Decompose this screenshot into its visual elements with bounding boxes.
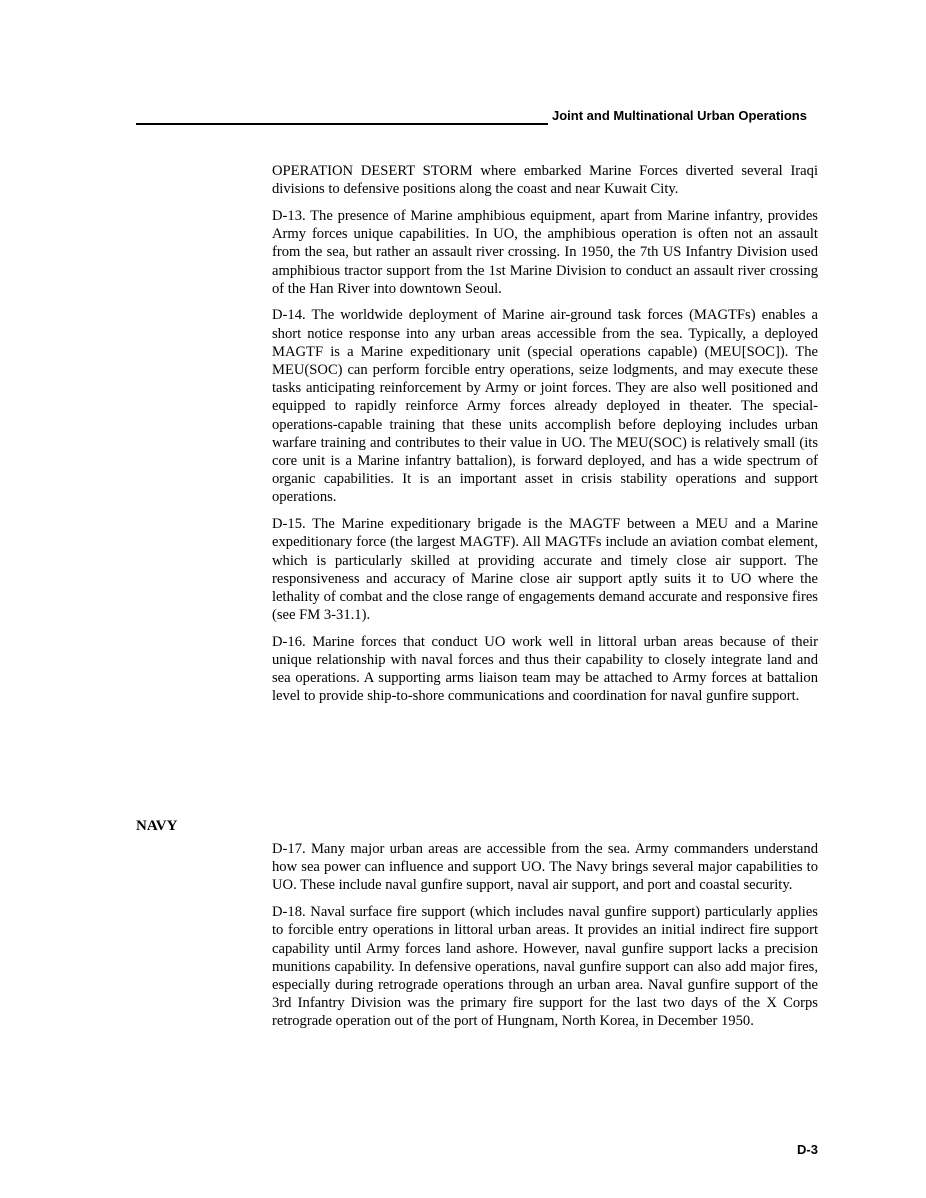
page-number: D-3 [797,1142,818,1157]
running-header-title: Joint and Multinational Urban Operations [552,108,807,123]
paragraph-d-17: D-17. Many major urban areas are accessible from the sea. Army commanders understand how sea power can influence and support UO. The Navy brings several major capabilities to UO. These include naval gunfire support, naval air support, and port and coastal security. [272,841,818,894]
header-rule [136,123,548,125]
section-heading-navy: NAVY [136,818,178,834]
paragraph-desert-storm: OPERATION DESERT STORM where embarked Marine Forces diverted several Iraqi divisions to defensive positions along the coast and near Kuwait City. [272,163,818,198]
paragraph-d-15: D-15. The Marine expeditionary brigade is the MAGTF between a MEU and a Marine expeditionary force (the largest MAGTF). All MAGTFs include an aviation combat element, which is particularly skilled at providing accurate and timely close air support. The responsiveness and accuracy of Marine close air support aptly suits it to UO where the lethality of combat and the close range of engagements demand accurate and responsive fires (see FM 3-31.1). [272,516,818,624]
paragraph-d-13: D-13. The presence of Marine amphibious equipment, apart from Marine infantry, provides Army forces unique capabilities. In UO, the amphibious operation is often not an assault from the sea, but rather an assault river crossing. In 1950, the 7th US Infantry Division used amphibious tractor support from the 1st Marine Division to conduct an assault river crossing of the Han River into downtown Seoul. [272,207,818,297]
body-column-navy [272,840,818,1039]
paragraph-d-18: D-18. Naval surface fire support (which includes naval gunfire support) particularly applies to forcible entry operations in littoral urban areas. It provides an initial indirect fire support capability until Army forces land ashore. However, naval gunfire support lacks a precision munitions capability. In defensive operations, naval gunfire support can also add major fires, especially during retrograde operations through an urban area. Naval gunfire support of the 3rd Infantry Division was the primary fire support for the last two days of the X Corps retrograde operation out of the port of Hungnam, North Korea, in December 1950. [272,904,818,1030]
body-column-marines [272,162,818,714]
paragraph-d-14: D-14. The worldwide deployment of Marine air-ground task forces (MAGTFs) enables a short notice response into any urban areas accessible from the sea. Typically, a deployed MAGTF is a Marine expeditionary unit (special operations capable) (MEU[SOC]). The MEU(SOC) can perform forcible entry operations, seize lodgments, and may execute these tasks anticipating reinforcement by Army or joint forces. They are also well positioned and equipped to rapidly reinforce Army forces already deployed in theater. The special-operations-capable training that these units accomplish before deploying includes urban warfare training and contributes to their value in UO. The MEU(SOC) is relatively small (its core unit is a Marine infantry battalion), is forward deployed, and has a wide spectrum of organic capabilities. It is an important asset in crisis stability operations and support operations. [272,307,818,506]
paragraph-d-16: D-16. Marine forces that conduct UO work well in littoral urban areas because of their unique relationship with naval forces and thus their capability to closely integrate land and sea operations. A supporting arms liaison team may be attached to Army forces at battalion level to provide ship-to-shore communications and coordination for naval gunfire support. [272,633,818,705]
